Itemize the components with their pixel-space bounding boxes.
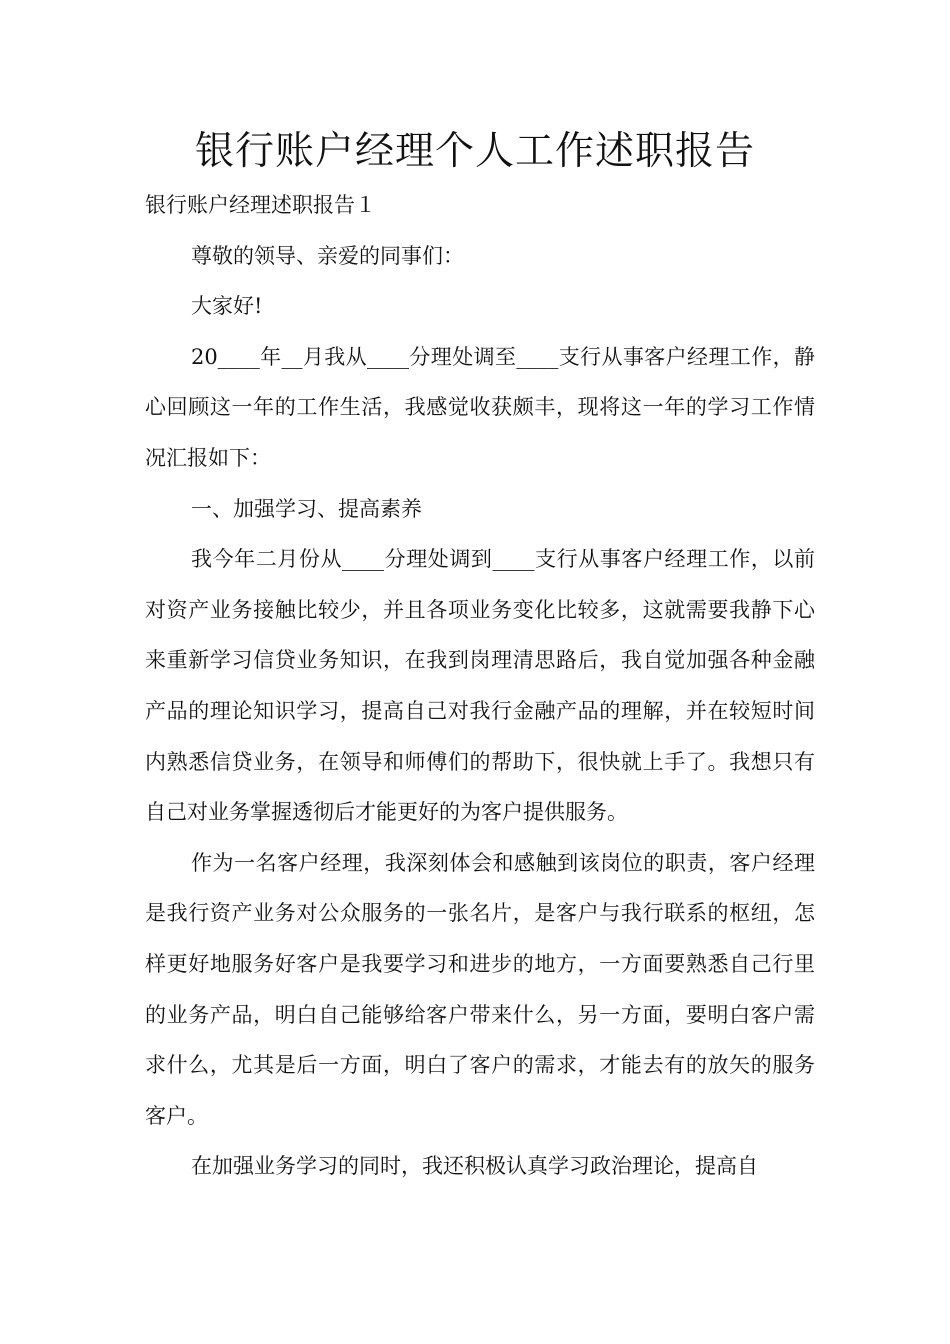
section-heading: 一、加强学习、提高素养 — [191, 496, 422, 521]
document-subtitle: 银行账户经理述职报告１ — [145, 193, 376, 217]
body-paragraph: 在加强业务学习的同时，我还积极认真学习政治理论，提高自 — [191, 1154, 758, 1179]
document-body — [145, 180, 815, 1192]
document-title: 银行账户经理个人工作述职报告 — [194, 129, 755, 174]
body-paragraph: 我今年二月份从____分理处调到____支行从事客户经理工作，以前对资产业务接触比较少，并且各项业务变化比较多，这就需要我静下心来重新学习信贷业务知识，在我到岗理清思路后，我自觉加强各种金融产品的理论知识学习，提高自己对我行金融产品的理解，并在较短时间内熟悉信贷业务，在领导和师傅们的帮助下，很快就上手了。我想只有自己对业务掌握透彻后才能更好的为客户提供服务。 — [145, 547, 815, 825]
intro-paragraph: 20____年__月我从____分理处调至____支行从事客户经理工作，静心回顾这一年的工作生活，我感觉收获颇丰，现将这一年的学习工作情况汇报如下： — [145, 344, 815, 470]
greeting-paragraph: 大家好! — [191, 294, 263, 319]
salutation-paragraph: 尊敬的领导、亲爱的同事们： — [191, 243, 464, 268]
body-paragraph: 作为一名客户经理，我深刻体会和感触到该岗位的职责，客户经理是我行资产业务对公众服务的一张名片，是客户与我行联系的枢纽，怎样更好地服务好客户是我要学习和进步的地方，一方面要熟悉自己行里的业务产品，明白自己能够给客户带来什么，另一方面，要明白客户需求什么，尤其是后一方面，明白了客户的需求，才能去有的放矢的服务客户。 — [145, 850, 815, 1128]
